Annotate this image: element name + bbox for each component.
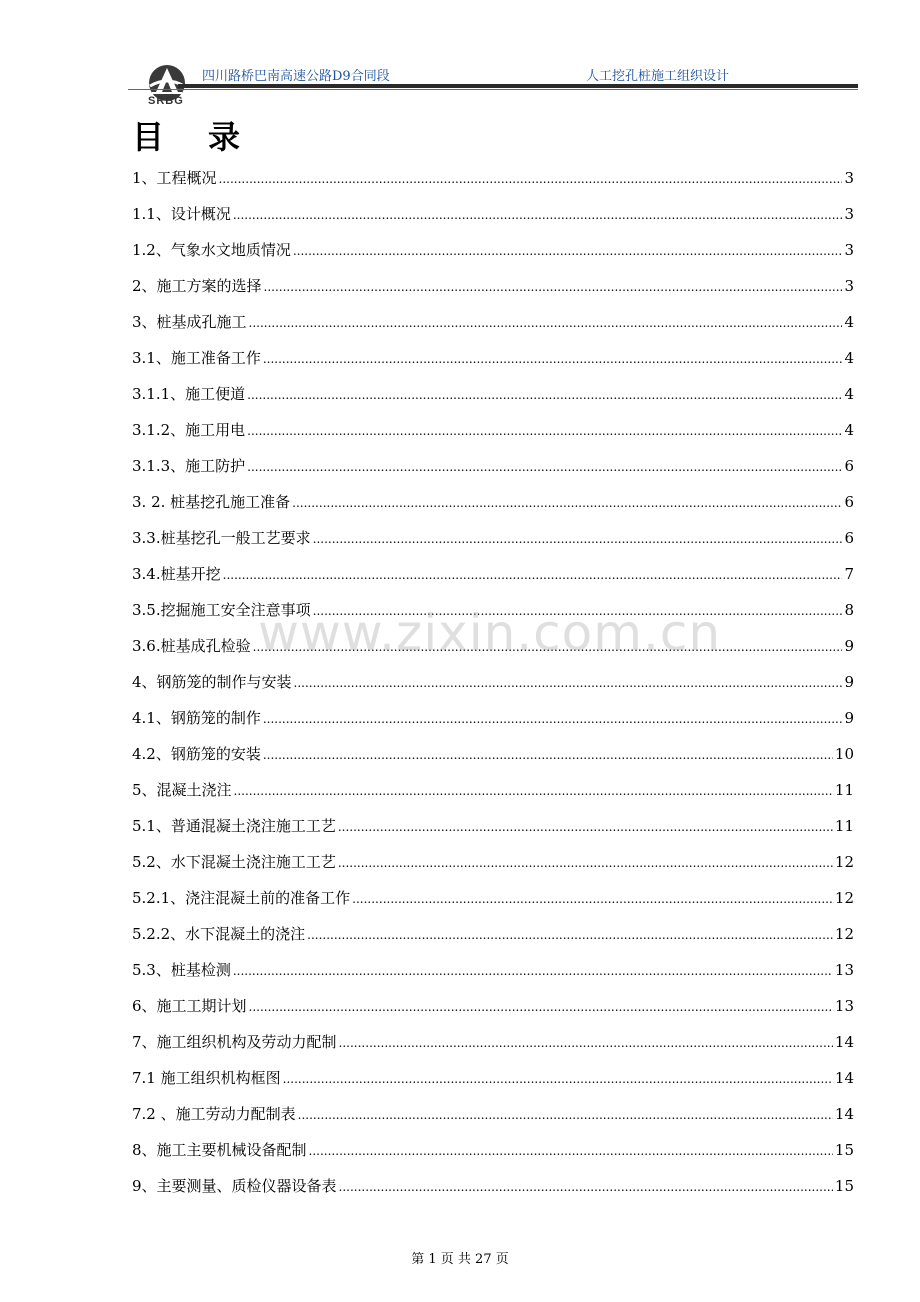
toc-entry-page: 8 — [844, 601, 854, 619]
header-project-name: 四川路桥巴南高速公路D9合同段 — [202, 69, 390, 84]
toc-entry-label[interactable]: 3.1.2、施工用电 — [132, 421, 246, 439]
toc-entry-page: 11 — [834, 817, 854, 835]
toc-entry[interactable] — [132, 952, 854, 988]
toc-entry-page: 14 — [834, 1033, 854, 1051]
toc-entry-page: 9 — [844, 637, 854, 655]
toc-entry-page: 15 — [834, 1177, 854, 1195]
toc-entry[interactable] — [132, 304, 854, 340]
toc-dot-leader — [233, 197, 843, 233]
toc-entry[interactable] — [132, 484, 854, 520]
toc-entry[interactable] — [132, 700, 854, 736]
toc-entry-page: 4 — [844, 313, 854, 331]
toc-dot-leader — [263, 737, 833, 773]
toc-entry-label[interactable]: 7、施工组织机构及劳动力配制 — [132, 1033, 337, 1051]
toc-entry[interactable] — [132, 376, 854, 412]
header-divider-thin — [128, 89, 858, 90]
toc-entry[interactable] — [132, 988, 854, 1024]
toc-dot-leader — [298, 1097, 833, 1133]
toc-entry[interactable] — [132, 1096, 854, 1132]
toc-dot-leader — [247, 449, 842, 485]
toc-entry-label[interactable]: 3. 2. 桩基挖孔施工准备 — [132, 493, 291, 511]
toc-entry-page: 12 — [834, 853, 854, 871]
toc-dot-leader — [307, 917, 833, 953]
toc-entry-label[interactable]: 3.1.3、施工防护 — [132, 457, 246, 475]
toc-entry[interactable] — [132, 196, 854, 232]
watermark: www.zixin.com.cn — [258, 604, 722, 662]
toc-entry-page: 3 — [844, 277, 854, 295]
page-footer: 第 1 页 共 27 页 — [411, 1252, 509, 1267]
toc-entry-label[interactable]: 1.1、设计概况 — [132, 205, 231, 223]
header-divider — [178, 84, 858, 88]
toc-entry-label[interactable]: 3、桩基成孔施工 — [132, 313, 247, 331]
toc-dot-leader — [292, 485, 842, 521]
toc-entry-label[interactable]: 6、施工工期计划 — [132, 997, 247, 1015]
toc-entry[interactable] — [132, 736, 854, 772]
toc-dot-leader — [309, 1133, 833, 1169]
toc-dot-leader — [263, 701, 843, 737]
toc-entry-page: 3 — [844, 205, 854, 223]
toc-dot-leader — [264, 269, 843, 305]
toc-entry-page: 15 — [834, 1141, 854, 1159]
toc-entry[interactable] — [132, 772, 854, 808]
toc-entry-label[interactable]: 7.2 、施工劳动力配制表 — [132, 1105, 296, 1123]
toc-entry-label[interactable]: 1、工程概况 — [132, 169, 217, 187]
toc-title: 目录 — [132, 118, 285, 156]
toc-entry-page: 4 — [844, 349, 854, 367]
toc-entry-page: 6 — [844, 457, 854, 475]
toc-entry[interactable] — [132, 232, 854, 268]
toc-dot-leader — [339, 1169, 833, 1205]
toc-entry-page: 7 — [844, 565, 854, 583]
toc-entry-page: 9 — [844, 709, 854, 727]
toc-entry-page: 13 — [834, 997, 854, 1015]
toc-entry[interactable] — [132, 268, 854, 304]
toc-entry[interactable] — [132, 160, 854, 196]
header-document-title: 人工挖孔桩施工组织设计 — [586, 69, 730, 84]
toc-entry-page: 14 — [834, 1069, 854, 1087]
toc-entry[interactable] — [132, 808, 854, 844]
toc-entry[interactable] — [132, 412, 854, 448]
toc-entry-label[interactable]: 8、施工主要机械设备配制 — [132, 1141, 307, 1159]
toc-entry-label[interactable]: 4、钢筋笼的制作与安装 — [132, 673, 292, 691]
toc-entry-label[interactable]: 5.2.1、浇注混凝土前的准备工作 — [132, 889, 351, 907]
toc-dot-leader — [233, 953, 833, 989]
toc-entry-label[interactable]: 3.6.桩基成孔检验 — [132, 637, 251, 655]
toc-entry-label[interactable]: 5.3、桩基检测 — [132, 961, 231, 979]
toc-entry[interactable] — [132, 520, 854, 556]
toc-dot-leader — [219, 161, 843, 197]
toc-entry[interactable] — [132, 1060, 854, 1096]
toc-dot-leader — [247, 377, 842, 413]
toc-entry[interactable] — [132, 664, 854, 700]
toc-entry-page: 12 — [834, 925, 854, 943]
toc-dot-leader — [249, 989, 833, 1025]
toc-entry[interactable] — [132, 1168, 854, 1204]
toc-entry-page: 11 — [834, 781, 854, 799]
toc-dot-leader — [223, 557, 843, 593]
toc-dot-leader — [352, 881, 833, 917]
toc-entry-page: 14 — [834, 1105, 854, 1123]
toc-entry-page: 13 — [834, 961, 854, 979]
toc-dot-leader — [313, 521, 843, 557]
logo-text: SRBG — [148, 95, 184, 107]
toc-entry-label[interactable]: 7.1 施工组织机构框图 — [132, 1069, 281, 1087]
table-of-contents — [132, 160, 854, 1204]
toc-entry-label[interactable]: 2、施工方案的选择 — [132, 277, 262, 295]
toc-entry-label[interactable]: 5、混凝土浇注 — [132, 781, 232, 799]
toc-entry-page: 12 — [834, 889, 854, 907]
toc-entry-label[interactable]: 9、主要测量、质检仪器设备表 — [132, 1177, 337, 1195]
toc-entry-label[interactable]: 4.2、钢筋笼的安装 — [132, 745, 261, 763]
toc-entry-page: 4 — [844, 385, 854, 403]
toc-dot-leader — [294, 665, 843, 701]
toc-entry-page: 3 — [844, 169, 854, 187]
toc-entry[interactable] — [132, 340, 854, 376]
toc-entry-label[interactable]: 3.5.挖掘施工安全注意事项 — [132, 601, 311, 619]
toc-dot-leader — [338, 845, 833, 881]
toc-entry[interactable] — [132, 916, 854, 952]
toc-dot-leader — [247, 413, 842, 449]
toc-entry-label[interactable]: 3.4.桩基开挖 — [132, 565, 221, 583]
toc-dot-leader — [234, 773, 833, 809]
toc-entry-page: 9 — [844, 673, 854, 691]
toc-entry-page: 6 — [844, 529, 854, 547]
toc-entry[interactable] — [132, 556, 854, 592]
toc-entry-label[interactable]: 3.1.1、施工便道 — [132, 385, 246, 403]
toc-entry-label[interactable]: 3.3.桩基挖孔一般工艺要求 — [132, 529, 311, 547]
toc-entry-page: 3 — [844, 241, 854, 259]
toc-dot-leader — [249, 305, 843, 341]
toc-entry-page: 4 — [844, 421, 854, 439]
toc-entry-page: 6 — [844, 493, 854, 511]
toc-entry-label[interactable]: 3.1、施工准备工作 — [132, 349, 261, 367]
toc-entry-label[interactable]: 5.2、水下混凝土浇注施工工艺 — [132, 853, 336, 871]
toc-entry-label[interactable]: 5.2.2、水下混凝土的浇注 — [132, 925, 306, 943]
toc-dot-leader — [338, 809, 833, 845]
toc-dot-leader — [293, 233, 843, 269]
toc-entry-label[interactable]: 4.1、钢筋笼的制作 — [132, 709, 261, 727]
toc-entry[interactable] — [132, 448, 854, 484]
toc-entry-label[interactable]: 5.1、普通混凝土浇注施工工艺 — [132, 817, 336, 835]
toc-entry-label[interactable]: 1.2、气象水文地质情况 — [132, 241, 291, 259]
toc-entry[interactable] — [132, 844, 854, 880]
page-header — [128, 60, 858, 112]
toc-entry[interactable] — [132, 1024, 854, 1060]
toc-dot-leader — [263, 341, 843, 377]
toc-dot-leader — [283, 1061, 833, 1097]
toc-entry[interactable] — [132, 880, 854, 916]
toc-dot-leader — [339, 1025, 833, 1061]
toc-entry[interactable] — [132, 1132, 854, 1168]
toc-entry-page: 10 — [834, 745, 854, 763]
